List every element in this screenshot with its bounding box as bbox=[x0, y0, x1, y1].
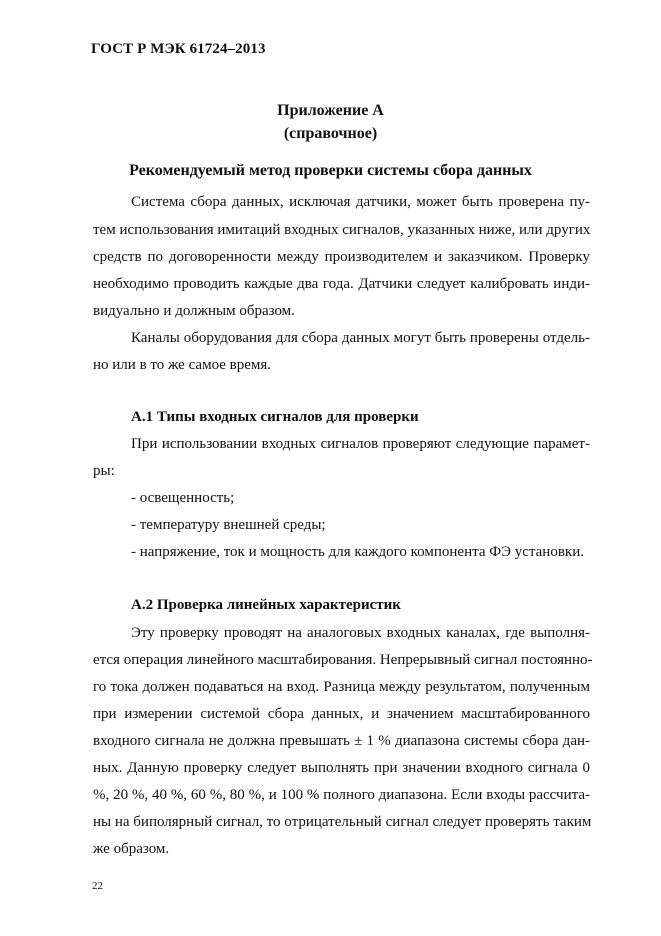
section-a1-heading: А.1 Типы входных сигналов для проверки bbox=[131, 409, 419, 425]
appendix-subtitle: (справочное) bbox=[283, 125, 378, 142]
intro-line: тем использования имитаций входных сигналов, указанных ниже, или других bbox=[93, 222, 591, 238]
a1-list-item: - освещенность; bbox=[131, 490, 235, 506]
a2-line: го тока должен подаваться на вход. Разница между результатом, полученным bbox=[93, 679, 590, 695]
intro-line: Система сбора данных, исключая датчики, может быть проверена пу- bbox=[131, 194, 590, 210]
a2-line: ны на биполярный сигнал, то отрицательный сигнал следует проверять таким bbox=[93, 814, 592, 830]
intro-line: но или в то же самое время. bbox=[93, 357, 272, 373]
appendix-title: Приложение А bbox=[277, 102, 384, 119]
a2-line: ных. Данную проверку следует выполнять при значении входного сигнала 0 bbox=[93, 760, 590, 776]
a1-line: ры: bbox=[93, 463, 115, 479]
a2-line: Эту проверку проводят на аналоговых входных каналах, где выполня- bbox=[131, 625, 590, 641]
standard-header: ГОСТ Р МЭК 61724–2013 bbox=[91, 41, 266, 57]
intro-line: видуально и должным образом. bbox=[93, 303, 295, 319]
a2-line: же образом. bbox=[93, 841, 170, 857]
page-number: 22 bbox=[92, 880, 103, 892]
a2-line: %, 20 %, 40 %, 60 %, 80 %, и 100 % полного диапазона. Если входы рассчита- bbox=[93, 787, 590, 803]
a2-line: ется операция линейного масштабирования. Непрерывный сигнал постоянно- bbox=[93, 652, 593, 668]
a1-list-item: - температуру внешней среды; bbox=[131, 517, 326, 533]
section-title: Рекомендуемый метод проверки системы сбора данных bbox=[129, 162, 532, 179]
intro-line: необходимо проводить каждые два года. Датчики следует калибровать инди- bbox=[93, 276, 590, 292]
a2-line: при измерении системой сбора данных, и значением масштабированного bbox=[93, 706, 590, 722]
a1-line: При использовании входных сигналов проверяют следующие парамет- bbox=[131, 436, 590, 452]
intro-line: Каналы оборудования для сбора данных могут быть проверены отдель- bbox=[131, 330, 590, 346]
intro-line: средств по договоренности между производителем и заказчиком. Проверку bbox=[93, 249, 590, 265]
a1-list-item: - напряжение, ток и мощность для каждого компонента ФЭ установки. bbox=[131, 544, 584, 560]
a2-line: входного сигнала не должна превышать ± 1 % диапазона системы сбора дан- bbox=[93, 733, 590, 749]
section-a2-heading: А.2 Проверка линейных характеристик bbox=[131, 597, 401, 613]
